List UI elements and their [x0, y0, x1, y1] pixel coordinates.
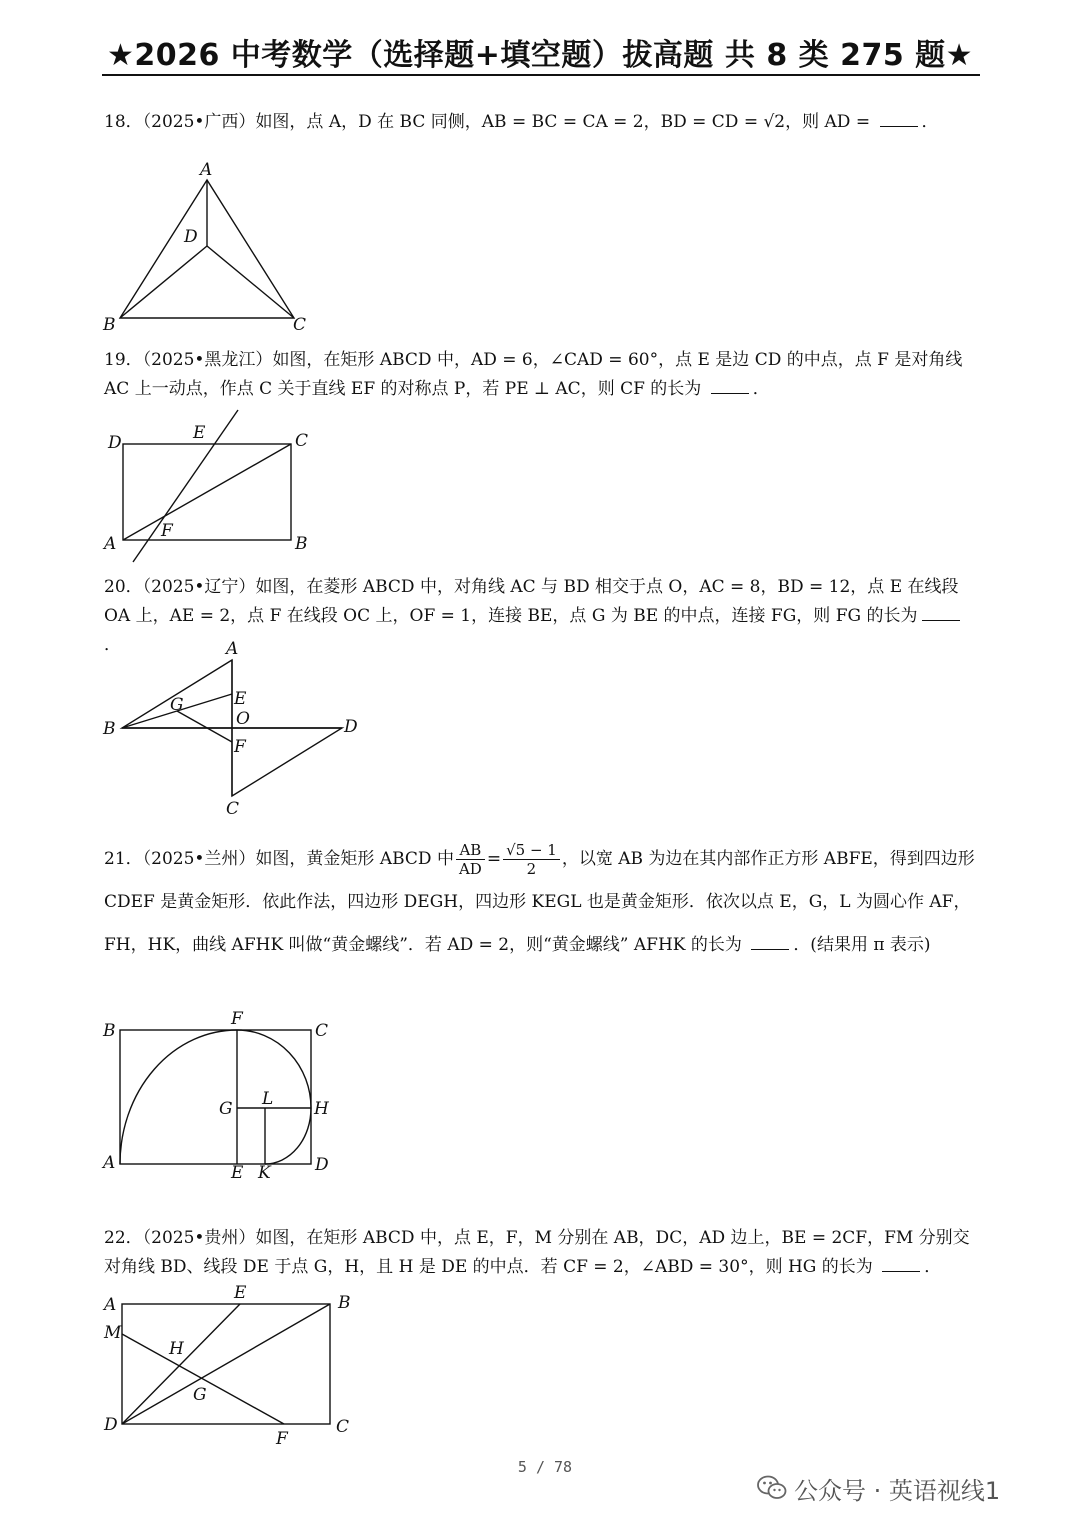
page-number: 5 / 78 [517, 1458, 573, 1476]
line-ef [133, 410, 238, 562]
label-b: B [295, 534, 308, 554]
question-text: 如图，在菱形 ABCD 中，对角线 AC 与 BD 相交于点 O，AC = 8，BD = 12，点 E 在线段 OA 上，AE = 2，点 F 在线段 OC 上，OF = 1，连接 BE，点 G 为 BE 的中点，连接 FG，则 FG 的长为 [104, 577, 959, 626]
label-m: M [104, 1323, 122, 1343]
question-text: 如图，在矩形 ABCD 中，AD = 6，∠CAD = 60°，点 E 是边 CD 的中点，点 F 是对角线 AC 上一动点，作点 C 关于直线 EF 的对称点 P，若 PE ⊥ AC，则 CF 的长为 [104, 350, 963, 399]
question-text-a: 如图，黄金矩形 ABCD 中 [255, 849, 454, 869]
label-a: A [226, 639, 239, 659]
label-g: G [193, 1385, 207, 1405]
label-l: L [262, 1089, 274, 1109]
figure-q22 [100, 1282, 370, 1448]
question-text-b: ，以宽 AB 为边在其内部作正方形 ABFE，得到四边形 CDEF 是黄金矩形．依此作法，四边形 DEGH，四边形 KEGL 也是黄金矩形．依次以点 E，G，L 为圆心作 AF，FH，HK，曲线 AFHK 叫做“黄金螺线”．若 AD = 2，则“黄金螺线” AFHK 的长为 [104, 849, 975, 955]
label-b: B [103, 315, 116, 335]
label-c: C [293, 315, 307, 335]
question-number: 19． [104, 350, 143, 370]
golden-rectangle-abcd [120, 1030, 311, 1164]
answer-blank [922, 602, 960, 621]
figure-q21 [100, 1008, 340, 1190]
equals-sign: = [486, 849, 502, 869]
label-a: A [200, 160, 213, 180]
question-22 [104, 1224, 980, 1282]
question-18 [104, 108, 980, 137]
question-number: 18． [104, 112, 143, 132]
question-source: （2025•贵州） [142, 1228, 256, 1248]
question-source: （2025•广西） [142, 112, 256, 132]
figure-q20 [100, 636, 370, 820]
label-c: C [295, 431, 309, 451]
fraction-golden [503, 841, 560, 878]
label-k: K [258, 1163, 271, 1183]
segment-cd [207, 246, 294, 318]
label-f: F [276, 1429, 288, 1449]
question-number: 20． [104, 577, 143, 597]
label-c: C [315, 1021, 329, 1041]
label-o: O [236, 709, 250, 729]
question-19 [104, 346, 980, 404]
fraction-numerator: √5 − 1 [503, 841, 560, 860]
answer-blank [882, 1253, 920, 1272]
label-e: E [231, 1163, 244, 1183]
segment-bd [120, 246, 207, 318]
answer-blank [751, 931, 789, 950]
golden-spiral [120, 1030, 311, 1164]
question-number: 21． [104, 849, 143, 869]
question-number: 22． [104, 1228, 143, 1248]
question-21 [104, 838, 980, 967]
label-d: D [315, 1155, 329, 1175]
label-d: D [184, 227, 198, 247]
wechat-icon [756, 1473, 788, 1503]
question-text: 如图，点 A，D 在 BC 同侧，AB = BC = CA = 2，BD = CD = √2，则 AD = [255, 112, 876, 132]
label-b: B [103, 719, 116, 739]
segment-de [122, 1304, 240, 1424]
answer-blank [880, 108, 918, 127]
label-e: E [234, 689, 247, 709]
question-end: ．(结果用 π 表示) [793, 935, 931, 955]
label-c: C [226, 799, 240, 819]
fraction-denominator: 2 [526, 860, 537, 878]
figure-q19 [100, 410, 320, 560]
watermark-text: 公众号 · 英语视线1 [794, 1476, 1001, 1505]
label-d: D [104, 1415, 118, 1435]
watermark [756, 1470, 1000, 1506]
answer-blank [711, 375, 749, 394]
fraction-ab-ad [456, 841, 485, 878]
label-b: B [103, 1021, 116, 1041]
segment-gf [177, 711, 232, 742]
question-end: ． [104, 635, 121, 655]
label-e: E [193, 423, 206, 443]
question-source: （2025•辽宁） [142, 577, 256, 597]
label-h: H [169, 1339, 184, 1359]
question-source: （2025•兰州） [142, 849, 256, 869]
question-end: ． [924, 1257, 942, 1277]
label-f: F [234, 737, 246, 757]
label-d: D [108, 433, 122, 453]
page-header-title: ★2026 中考数学（选择题+填空题）拔高题 共 8 类 275 题★ [106, 38, 974, 73]
figure-q18 [100, 158, 320, 336]
label-f: F [231, 1009, 243, 1029]
label-c: C [336, 1417, 350, 1437]
question-end: ． [752, 379, 770, 399]
question-source: （2025•黑龙江） [142, 350, 273, 370]
fraction-ab: AB [456, 841, 485, 860]
label-b: B [338, 1293, 351, 1313]
label-a: A [104, 534, 117, 554]
fraction-ad: AD [458, 860, 482, 878]
label-g: G [219, 1099, 233, 1119]
diagonal-bd [122, 1304, 330, 1424]
question-text: 如图，在矩形 ABCD 中，点 E，F，M 分别在 AB，DC，AD 边上，BE = 2CF，FM 分别交对角线 BD、线段 DE 于点 G，H，且 H 是 DE 的中点．若 CF = 2，∠ABD = 30°，则 HG 的长为 [104, 1228, 970, 1277]
label-h: H [314, 1099, 329, 1119]
label-a: A [104, 1295, 117, 1315]
label-g: G [170, 695, 184, 715]
header-divider [102, 74, 980, 76]
label-d: D [344, 717, 358, 737]
label-f: F [161, 521, 173, 541]
label-a: A [103, 1153, 116, 1173]
diagonal-ac [123, 444, 291, 540]
question-end: ． [921, 112, 939, 132]
label-e: E [234, 1283, 247, 1303]
